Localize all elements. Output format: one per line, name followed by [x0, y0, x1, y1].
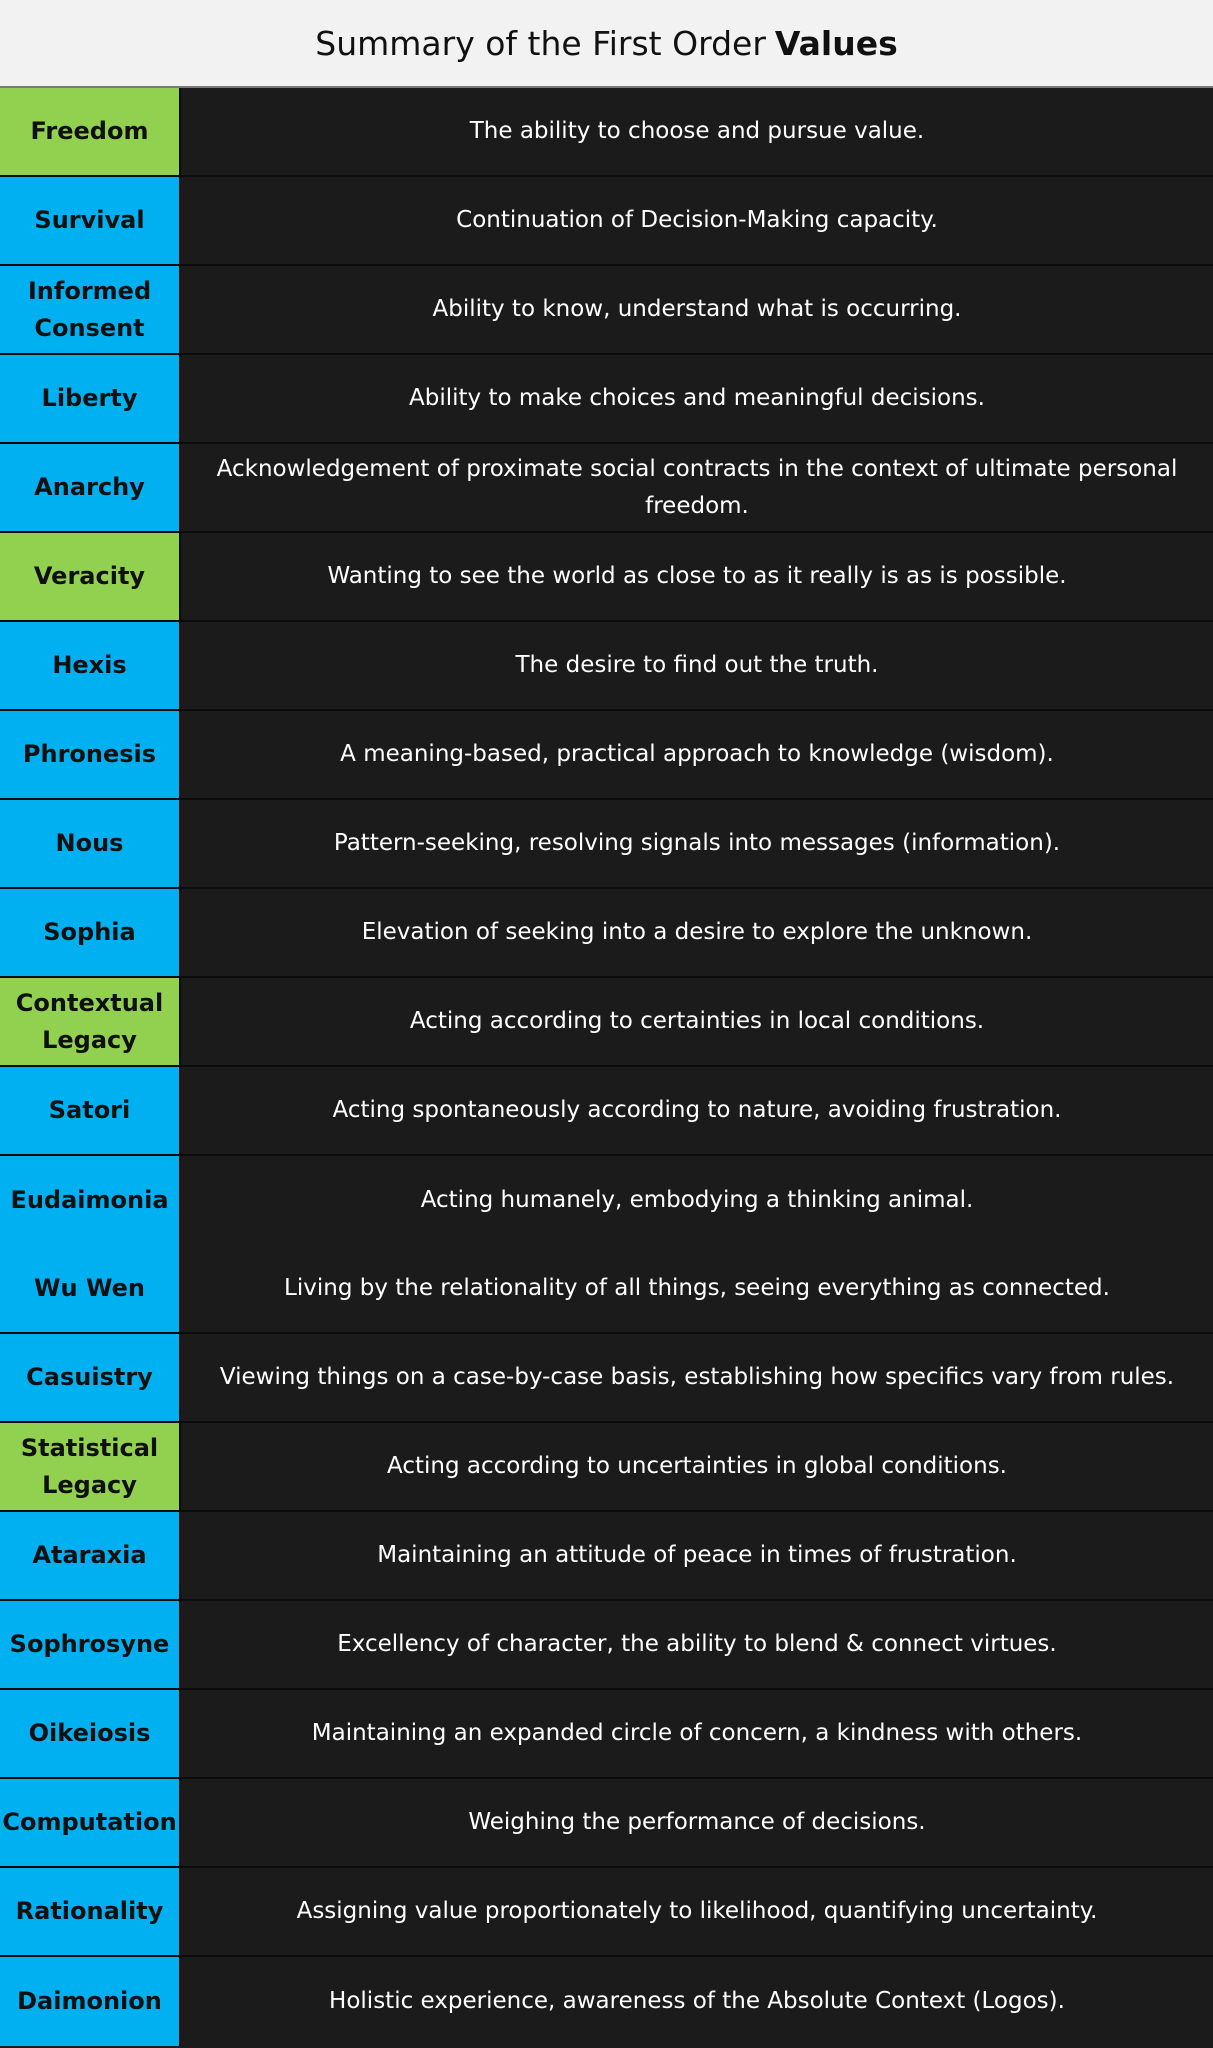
table-row [0, 444, 1213, 533]
value-name: Anarchy [0, 444, 181, 531]
value-name: Phronesis [0, 711, 181, 798]
value-description: Maintaining an attitude of peace in times of frustration. [181, 1512, 1213, 1599]
table-row [0, 1779, 1213, 1868]
values-table [0, 88, 1213, 2048]
value-name: Survival [0, 177, 181, 264]
table-row [0, 1334, 1213, 1423]
value-name: Computation [0, 1779, 181, 1866]
value-description: Pattern-seeking, resolving signals into messages (information). [181, 800, 1213, 887]
value-description: Acknowledgement of proximate social contracts in the context of ultimate personal freedom. [181, 444, 1213, 531]
value-description: Acting spontaneously according to nature, avoiding frustration. [181, 1067, 1213, 1154]
table-row [0, 533, 1213, 622]
table-row [0, 978, 1213, 1067]
table-row [0, 1957, 1213, 2046]
table-row [0, 1601, 1213, 1690]
table-row [0, 1690, 1213, 1779]
header-title: Summary of the First Order [315, 23, 766, 63]
value-name: Wu Wen [0, 1245, 181, 1332]
value-description: Ability to make choices and meaningful decisions. [181, 355, 1213, 442]
table-row [0, 1156, 1213, 1245]
table-row [0, 622, 1213, 711]
table-row [0, 800, 1213, 889]
table-row [0, 177, 1213, 266]
value-name: Sophia [0, 889, 181, 976]
value-name: Freedom [0, 88, 181, 175]
value-description: Maintaining an expanded circle of concern, a kindness with others. [181, 1690, 1213, 1777]
value-name: Statistical Legacy [0, 1423, 181, 1510]
value-description: Acting according to certainties in local conditions. [181, 978, 1213, 1065]
table-row [0, 355, 1213, 444]
table-row [0, 1512, 1213, 1601]
table-row [0, 889, 1213, 978]
value-description: Wanting to see the world as close to as it really is as is possible. [181, 533, 1213, 620]
value-description: The ability to choose and pursue value. [181, 88, 1213, 175]
value-description: Continuation of Decision-Making capacity. [181, 177, 1213, 264]
table-row [0, 266, 1213, 355]
value-name: Veracity [0, 533, 181, 620]
value-description: Assigning value proportionately to likelihood, quantifying uncertainty. [181, 1868, 1213, 1955]
value-description: Excellency of character, the ability to blend & connect virtues. [181, 1601, 1213, 1688]
value-name: Daimonion [0, 1957, 181, 2046]
value-name: Hexis [0, 622, 181, 709]
value-description: Ability to know, understand what is occurring. [181, 266, 1213, 353]
table-row [0, 711, 1213, 800]
table-row [0, 1245, 1213, 1334]
table-row [0, 88, 1213, 177]
value-name: Satori [0, 1067, 181, 1154]
value-name: Casuistry [0, 1334, 181, 1421]
header-title-bold: Values [774, 23, 898, 63]
value-description: Viewing things on a case-by-case basis, establishing how specifics vary from rules. [181, 1334, 1213, 1421]
value-name: Nous [0, 800, 181, 887]
value-description: Weighing the performance of decisions. [181, 1779, 1213, 1866]
table-header [0, 0, 1213, 88]
value-description: Elevation of seeking into a desire to explore the unknown. [181, 889, 1213, 976]
value-name: Oikeiosis [0, 1690, 181, 1777]
value-name: Sophrosyne [0, 1601, 181, 1688]
table-row [0, 1868, 1213, 1957]
value-description: Holistic experience, awareness of the Absolute Context (Logos). [181, 1957, 1213, 2046]
value-description: Acting according to uncertainties in global conditions. [181, 1423, 1213, 1510]
value-description: Living by the relationality of all things, seeing everything as connected. [181, 1245, 1213, 1332]
table-row [0, 1067, 1213, 1156]
value-name: Ataraxia [0, 1512, 181, 1599]
value-name: Eudaimonia [0, 1156, 181, 1245]
value-name: Contextual Legacy [0, 978, 181, 1065]
value-description: Acting humanely, embodying a thinking animal. [181, 1156, 1213, 1245]
value-name: Liberty [0, 355, 181, 442]
table-row [0, 1423, 1213, 1512]
value-description: The desire to find out the truth. [181, 622, 1213, 709]
value-description: A meaning-based, practical approach to knowledge (wisdom). [181, 711, 1213, 798]
value-name: Rationality [0, 1868, 181, 1955]
value-name: Informed Consent [0, 266, 181, 353]
